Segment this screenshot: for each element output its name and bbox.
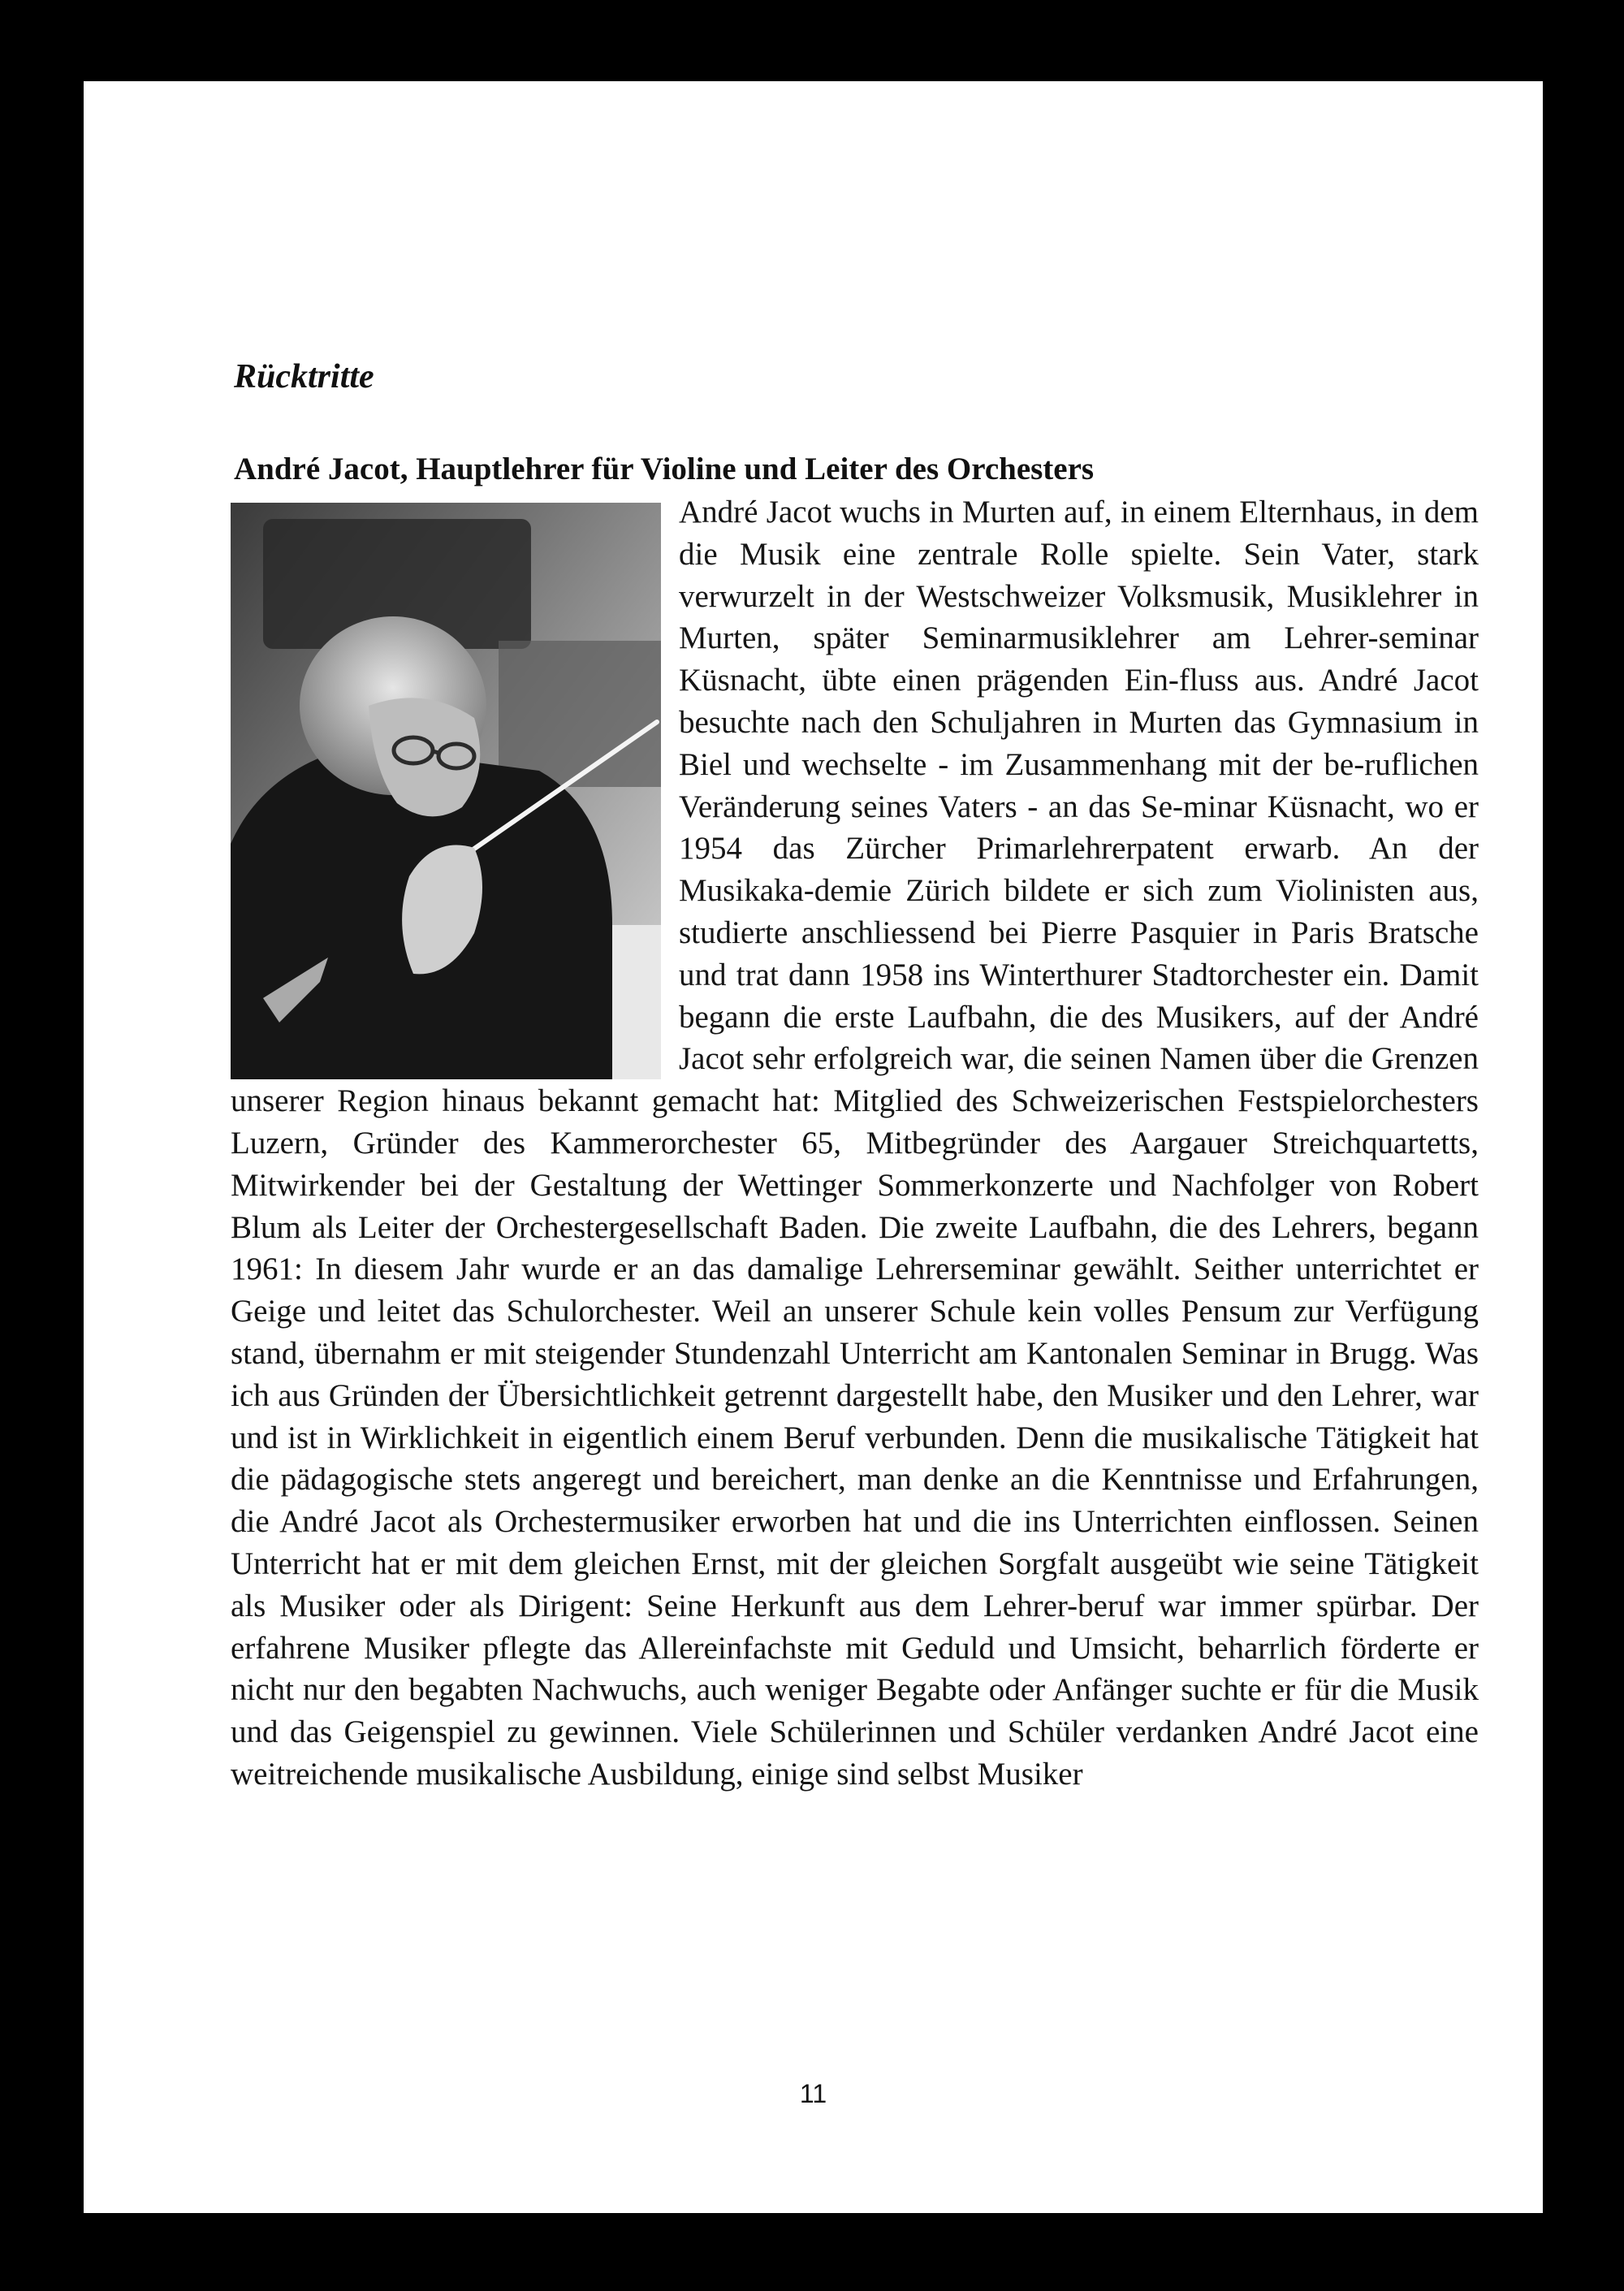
portrait-photo: [231, 503, 661, 1079]
page-number: 11: [799, 2079, 827, 2108]
article-body: [231, 491, 1479, 2075]
article-title: André Jacot, Hauptlehrer für Violine und Leiter des Orchesters: [234, 452, 1095, 486]
conductor-photo-illustration: [231, 503, 661, 1079]
article-body-text: André Jacot wuchs in Murten auf, in einem Elternhaus, in dem die Musik eine zentrale Rolle spielte. Sein Vater, stark verwurzelt in der Westschweizer Volksmusik, Musiklehrer in Murten, später Seminarmusiklehrer am Lehrer-seminar Küsnacht, übte einen prägenden Ein-fluss aus. André Jacot besuchte nach den Schuljahren in Murten das Gymnasium in Biel und wechselte - im Zusammenhang mit der be-ruflichen Veränderung seines Vaters - an das Se-minar Küsnacht, wo er 1954 das Zürcher Primarlehrerpatent erwarb. An der Musikaka-demie Zürich bildete er sich zum Violinisten aus, studierte anschliessend bei Pierre Pasquier in Paris Bratsche und trat dann 1958 ins Winterthurer Stadtorchester ein. Damit begann die erste Laufbahn, die des Musikers, auf der André Jacot sehr erfolgreich war, die seinen Namen über die Grenzen unserer Region hinaus bekannt gemacht hat: Mitglied des Schweizerischen Festspielorchesters Luzern, Gründer des Kammerorchester 65, Mitbegründer des Aargauer Streichquartetts, Mitwirkender bei der Gestaltung der Wettinger Sommerkonzerte und Nachfolger von Robert Blum als Leiter der Orchestergesellschaft Baden. Die zweite Laufbahn, die des Lehrers, begann 1961: In diesem Jahr wurde er an das damalige Lehrerseminar gewählt. Seither unterrichtet er Geige und leitet das Schulorchester. Weil an unserer Schule kein volles Pensum zur Verfügung stand, übernahm er mit steigender Stundenzahl Unterricht am Kantonalen Seminar in Brugg. Was ich aus Gründen der Übersichtlichkeit getrennt dargestellt habe, den Musiker und den Lehrer, war und ist in Wirklichkeit in eigentlich einem Beruf verbunden. Denn die musikalische Tätigkeit hat die pädagogische stets angeregt und bereichert, man denke an die Kenntnisse und Erfahrungen, die André Jacot als Orchestermusiker erworben hat und die ins Unterrichten einflossen. Seinen Unterricht hat er mit dem gleichen Ernst, mit der gleichen Sorgfalt ausgeübt wie seine Tätigkeit als Musiker oder als Dirigent: Seine Herkunft aus dem Lehrer-beruf war immer spürbar. Der erfahrene Musiker pflegte das Allereinfachste mit Geduld und Umsicht, beharrlich förderte er nicht nur den begabten Nachwuchs, auch weniger Begabte oder Anfänger suchte er für die Musik und das Geigenspiel zu gewinnen. Viele Schülerinnen und Schüler verdanken André Jacot eine weitreichende musikalische Ausbildung, einige sind selbst Musiker: [231, 495, 1479, 1792]
section-heading: Rücktritte: [234, 358, 374, 396]
document-page: [84, 81, 1543, 2213]
